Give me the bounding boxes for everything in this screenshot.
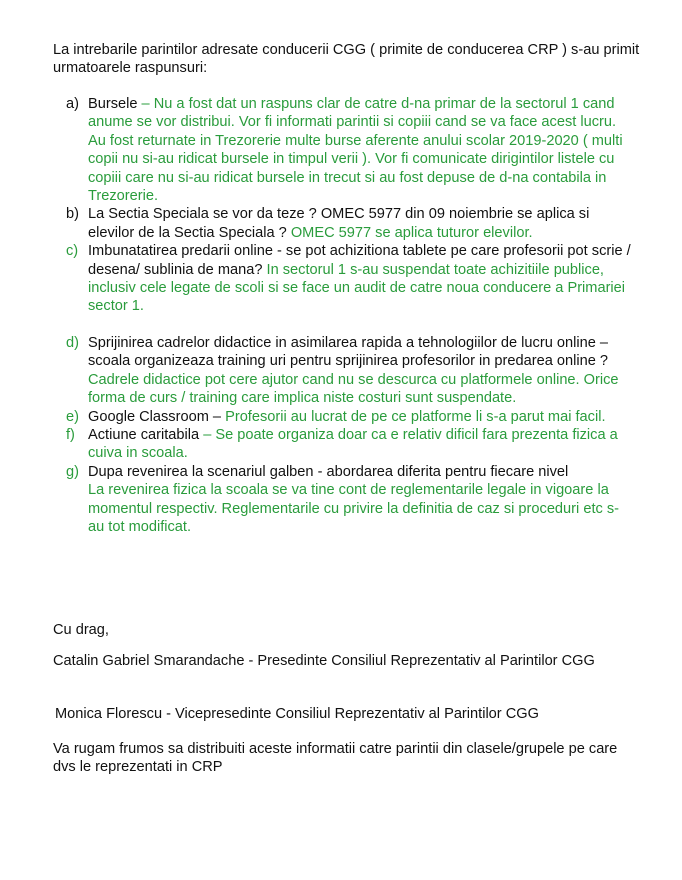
separator: –: [137, 96, 154, 112]
answer-text: Nu a fost dat un raspuns clar de catre d-na primar de la sectorul 1 cand anume se vor distribui. Vor fi informati parintii si copiii cand se va face acest lucru. Au fost returnate in Trezorerie multe burse aferente anului scolar 2019-2020 ( multi copii nu si-au ridicat bursele in timpul verii ). Vor fi comunicate dirigintilor listele cu copiii care nu si-au ridicat bursele in trecut si au fost depuse de d-na contabila in Trezorerie.: [88, 96, 623, 205]
list-marker: d): [66, 334, 79, 351]
question-text: La Sectia Speciala se vor da teze ? OMEC 5977 din 09 noiembrie se aplica si elevilor de la Sectia Speciala ?: [88, 206, 590, 241]
list-item-e: [66, 408, 632, 426]
list-marker: e): [66, 408, 79, 425]
list-item-c: [66, 242, 632, 316]
list-item-d: [66, 334, 632, 408]
question-text: Dupa revenirea la scenariul galben - abordarea diferita pentru fiecare nivel: [88, 463, 569, 480]
list-item-b: [66, 205, 632, 242]
question-text: Google Classroom: [88, 408, 209, 425]
separator: –: [199, 426, 216, 443]
list-item-g: [66, 463, 632, 537]
list-marker: b): [66, 206, 79, 223]
signature-president: Catalin Gabriel Smarandache - Presedinte Consiliul Reprezentativ al Parintilor CGG: [53, 653, 595, 669]
closing-greeting: Cu drag,: [53, 622, 109, 638]
list-marker: f): [66, 426, 75, 443]
question-text: Actiune caritabila: [88, 426, 200, 443]
answer-text: Cadrele didactice pot cere ajutor cand nu se descurca cu platformele online. Orice forma de curs / training care implica niste costuri sunt suspendate.: [88, 371, 619, 407]
list-item-f: [66, 426, 632, 463]
question-text: Sprijinirea cadrelor didactice in asimilarea rapida a tehnologiilor de lucru online – scoala organizeaza training uri pentru sprijinirea profesorilor in predarea online ?: [88, 334, 608, 370]
answer-text: In sectorul 1 s-au suspendat toate achizitiile publice, inclusiv cele legate de scoli si se face un audit de catre noua conducere a Primariei sector 1.: [88, 261, 626, 315]
list-marker: a): [66, 96, 79, 112]
answer-text: Profesorii au lucrat de pe ce platforme li s-a parut mai facil.: [225, 408, 606, 425]
answers-list: [66, 95, 632, 536]
list-item-a: [66, 95, 632, 205]
separator: –: [208, 408, 226, 425]
answer-text: La revenirea fizica la scoala se va tine cont de reglementarile legale in vigoare la momentul respectiv. Reglementarile cu privire la definitia de caz si proceduri etc s-au tot modificat.: [88, 482, 620, 535]
signature-vicepresident: Monica Florescu - Vicepresedinte Consiliul Reprezentativ al Parintilor CGG: [55, 706, 539, 722]
question-text: Bursele: [88, 96, 138, 112]
list-marker: g): [66, 463, 79, 480]
list-marker: c): [66, 243, 79, 260]
question-text: Imbunatatirea predarii online - se pot achizitiona tablete pe care profesorii pot scrie / desena/ sublinia de mana?: [88, 243, 631, 278]
intro-paragraph: La intrebarile parintilor adresate conducerii CGG ( primite de conducerea CRP ) s-au primit urmatoarele raspunsuri:: [53, 42, 640, 77]
answer-text: Se poate organiza doar ca e relativ dificil fara prezenta fizica a cuiva in scoala.: [88, 426, 618, 462]
distribution-request: Va rugam frumos sa distribuiti aceste informatii catre parintii din clasele/grupele pe care dvs le reprezentati in CRP: [53, 741, 618, 776]
answer-text: OMEC 5977 se aplica tuturor elevilor.: [290, 224, 533, 241]
